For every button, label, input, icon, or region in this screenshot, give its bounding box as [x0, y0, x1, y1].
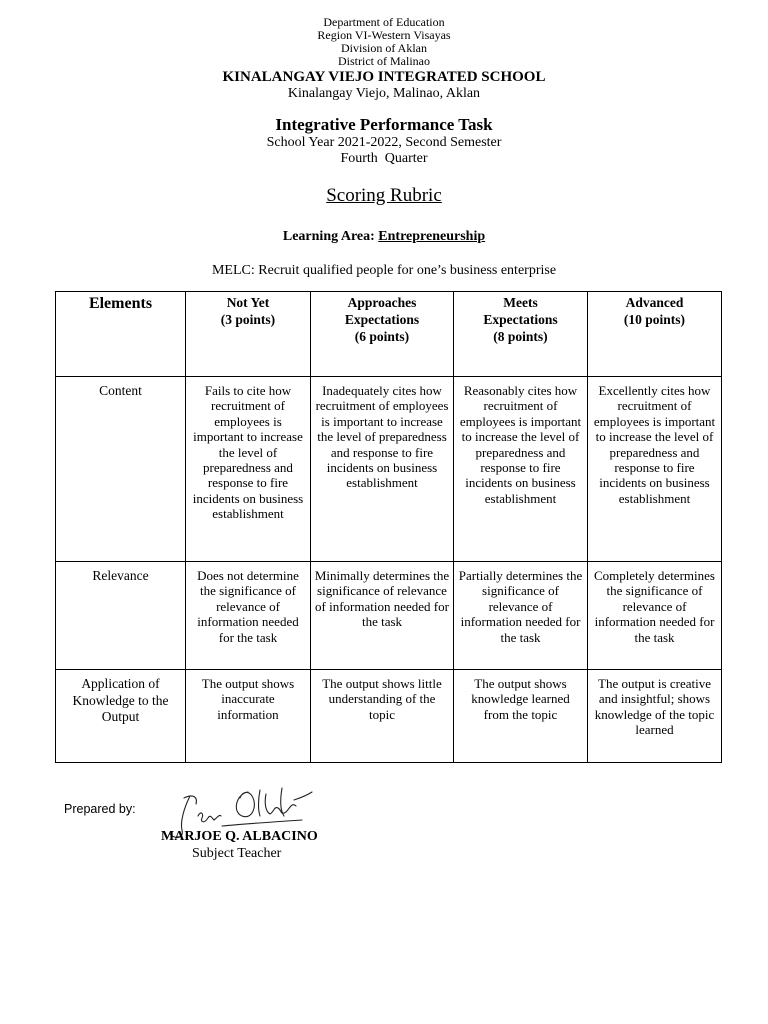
table-cell: The output shows inaccurate information [186, 670, 311, 763]
scoring-rubric-table [55, 291, 722, 763]
learning-area-label: Learning Area: [282, 229, 379, 244]
table-row [56, 377, 722, 562]
row-element-application: Application of Knowledge to the Output [56, 670, 186, 763]
table-cell: The output shows little understanding of the topic [311, 670, 454, 763]
quarter: Fourth Quarter [340, 151, 428, 166]
document-header [0, 16, 768, 102]
table-cell: Reasonably cites how recruitment of employees is important to increase the level of preparedness and response to fire incidents on business establishment [454, 377, 588, 562]
table-cell: Fails to cite how recruitment of employees is important to increase the level of preparedness and response to fire incidents on business establishment [186, 377, 311, 562]
task-info [0, 115, 768, 167]
teacher-role: Subject Teacher [192, 846, 282, 861]
department-line: Department of Education [323, 15, 445, 29]
table-cell: Inadequately cites how recruitment of employees is important to increase the level of preparedness and response to fire incidents on business establishment [311, 377, 454, 562]
header-approaches-expectations: Approaches Expectations (6 points) [311, 292, 454, 377]
header-meets-expectations: Meets Expectations (8 points) [454, 292, 588, 377]
school-address: Kinalangay Viejo, Malinao, Aklan [287, 86, 481, 101]
table-cell: Completely determines the significance of relevance of information needed for the task [588, 562, 722, 670]
school-name: KINALANGAY VIEJO INTEGRATED SCHOOL [222, 69, 546, 85]
table-header-row [56, 292, 722, 377]
division-line: Division of Aklan [341, 41, 427, 55]
table-cell: Minimally determines the significance of relevance of information needed for the task [311, 562, 454, 670]
district-line: District of Malinao [338, 54, 430, 68]
table-cell: The output shows knowledge learned from the topic [454, 670, 588, 763]
table-cell: Does not determine the significance of relevance of information needed for the task [186, 562, 311, 670]
learning-area [0, 229, 768, 245]
row-element-content: Content [56, 377, 186, 562]
header-advanced: Advanced (10 points) [588, 292, 722, 377]
teacher-name: MARJOE Q. ALBACINO [161, 829, 318, 844]
rubric-title: Scoring Rubric [326, 185, 442, 206]
header-not-yet: Not Yet (3 points) [186, 292, 311, 377]
table-cell: Partially determines the significance of relevance of information needed for the task [454, 562, 588, 670]
table-cell: Excellently cites how recruitment of employees is important to increase the level of preparedness and response to fire incidents on business establishment [588, 377, 722, 562]
table-cell: The output is creative and insightful; shows knowledge of the topic learned [588, 670, 722, 763]
learning-area-value: Entrepreneurship [378, 229, 486, 244]
task-title: Integrative Performance Task [275, 115, 493, 134]
row-element-relevance: Relevance [56, 562, 186, 670]
table-row [56, 670, 722, 763]
melc-statement: MELC: Recruit qualified people for one’s business enterprise [211, 263, 557, 278]
prepared-by-label: Prepared by: [64, 802, 136, 816]
table-row [56, 562, 722, 670]
header-elements: Elements [56, 292, 186, 377]
school-year: School Year 2021-2022, Second Semester [266, 135, 502, 150]
region-line: Region VI-Western Visayas [317, 28, 451, 42]
